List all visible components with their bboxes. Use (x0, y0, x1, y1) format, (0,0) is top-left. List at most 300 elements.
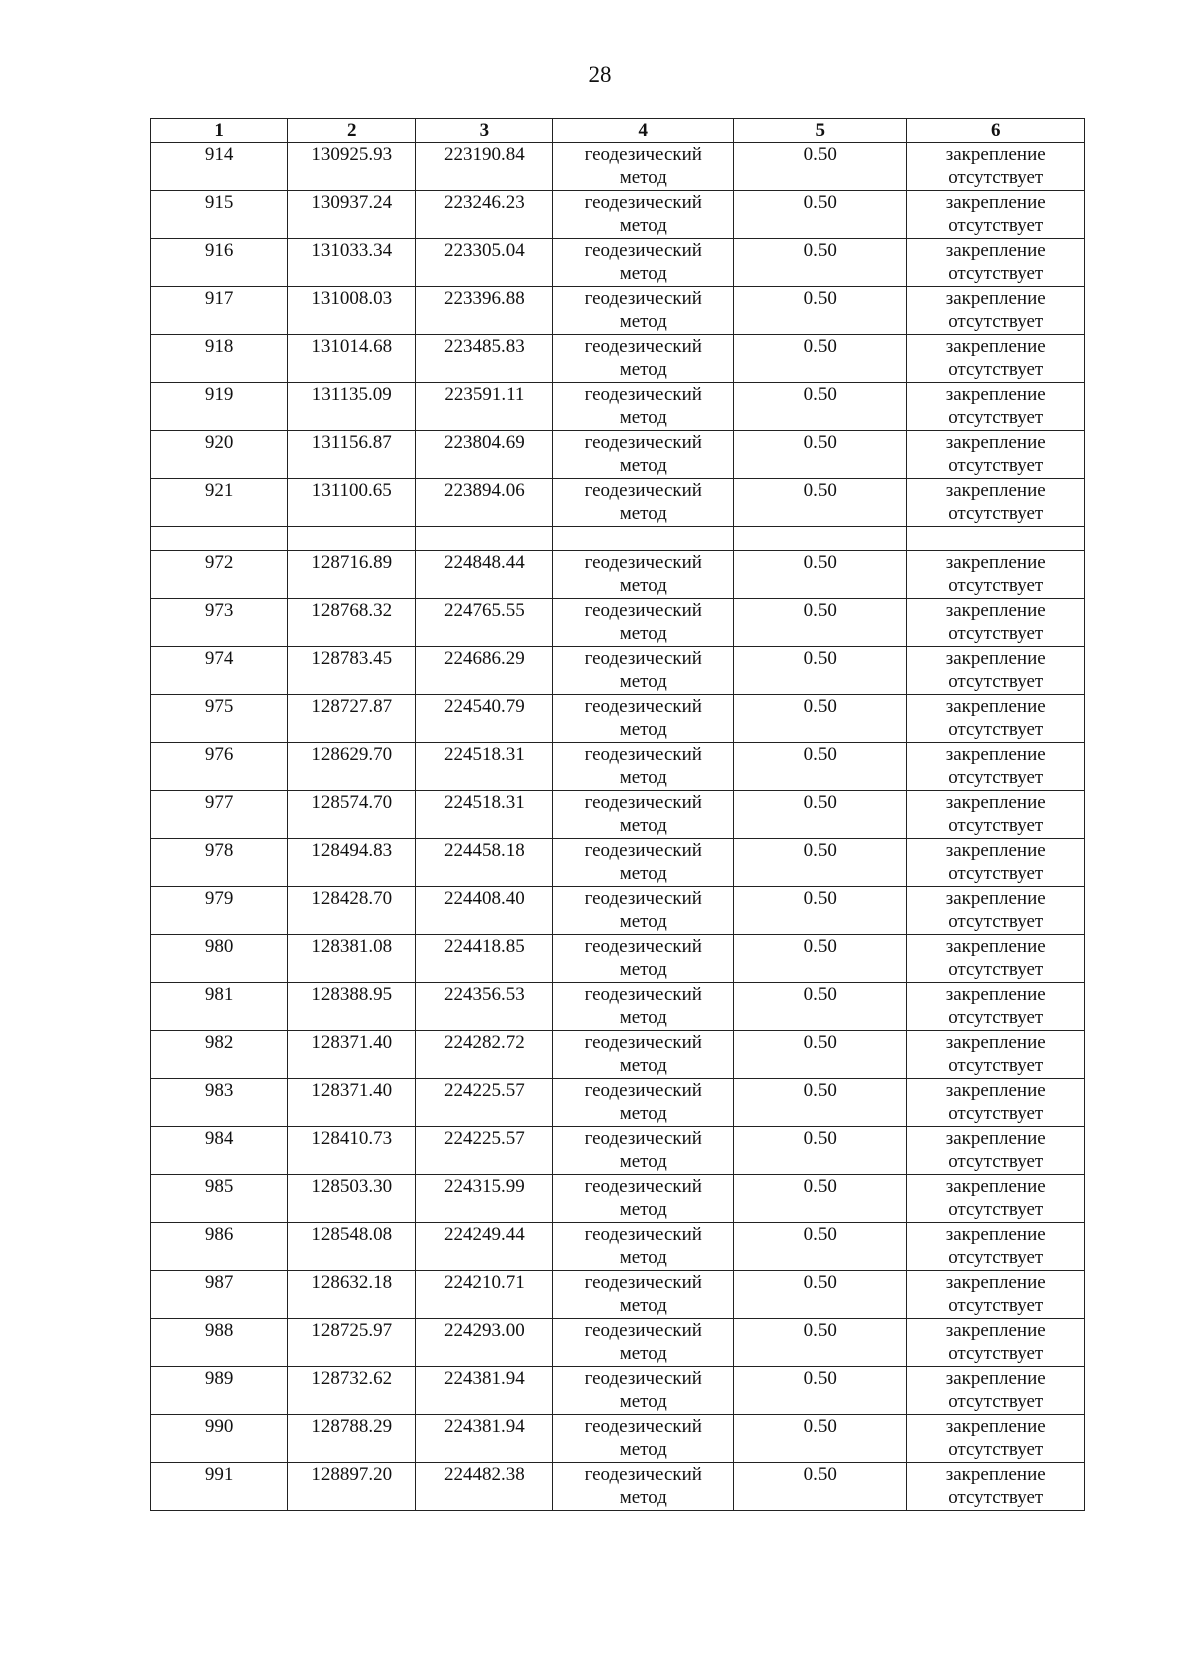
coord-y-text: 223396.88 (443, 288, 525, 309)
method-cell (553, 143, 734, 191)
coord-x-cell (288, 287, 416, 335)
point-number-text: 973 (204, 600, 234, 621)
coord-x-cell (288, 1031, 416, 1079)
coord-y-text: 223246.23 (443, 192, 525, 213)
coord-x-cell (288, 431, 416, 479)
fixing-text: закрепление (945, 1176, 1046, 1197)
fixing-cell (907, 647, 1085, 695)
coord-x-text: 128410.73 (311, 1128, 393, 1149)
method-text: метод (619, 575, 667, 596)
coord-y-text: 224381.94 (443, 1416, 525, 1437)
fixing-text: закрепление (945, 888, 1046, 909)
accuracy-cell (734, 743, 907, 791)
coord-y-text: 224686.29 (443, 648, 525, 669)
fixing-cell (907, 1463, 1085, 1511)
method-text: метод (619, 719, 667, 740)
table-row (151, 743, 1085, 791)
accuracy-text: 0.50 (803, 936, 837, 957)
fixing-text: закрепление (945, 384, 1046, 405)
coord-y-cell (416, 743, 553, 791)
accuracy-text: 0.50 (803, 144, 837, 165)
point-number-cell (151, 1271, 288, 1319)
header-col-3: 3 (416, 119, 553, 143)
method-text: геодезический (584, 600, 702, 621)
point-number-text: 981 (204, 984, 234, 1005)
fixing-text: закрепление (945, 600, 1046, 621)
coord-x-text: 131033.34 (311, 240, 393, 261)
point-number-cell (151, 1127, 288, 1175)
header-col-5: 5 (734, 119, 907, 143)
coord-y-cell (416, 1079, 553, 1127)
coord-x-text: 128381.08 (311, 936, 393, 957)
table-row (151, 383, 1085, 431)
fixing-text: закрепление (945, 288, 1046, 309)
coord-x-text: 131156.87 (311, 432, 392, 453)
table-row (151, 1175, 1085, 1223)
method-text: геодезический (584, 1464, 702, 1485)
method-cell (553, 287, 734, 335)
point-number-text: 976 (204, 744, 234, 765)
coord-y-text: 224418.85 (443, 936, 525, 957)
fixing-cell (907, 1223, 1085, 1271)
coord-x-cell (288, 1463, 416, 1511)
fixing-cell (907, 983, 1085, 1031)
accuracy-cell (734, 335, 907, 383)
coord-x-text: 128783.45 (311, 648, 393, 669)
point-number-text: 986 (204, 1224, 234, 1245)
point-number-text: 991 (204, 1464, 234, 1485)
accuracy-text: 0.50 (803, 1128, 837, 1149)
coord-x-cell (288, 1175, 416, 1223)
accuracy-cell (734, 1175, 907, 1223)
coord-y-text: 224293.00 (443, 1320, 525, 1341)
accuracy-cell (734, 1223, 907, 1271)
coord-y-text: 224458.18 (443, 840, 525, 861)
fixing-text: отсутствует (948, 623, 1044, 644)
fixing-text: закрепление (945, 1224, 1046, 1245)
coord-x-text: 128428.70 (311, 888, 393, 909)
method-cell (553, 647, 734, 695)
coord-y-cell (416, 887, 553, 935)
accuracy-cell (734, 1271, 907, 1319)
accuracy-cell (734, 143, 907, 191)
coord-y-cell (416, 1367, 553, 1415)
method-cell (553, 1271, 734, 1319)
method-text: геодезический (584, 288, 702, 309)
fixing-text: отсутствует (948, 815, 1044, 836)
accuracy-cell (734, 791, 907, 839)
table-row (151, 191, 1085, 239)
coord-x-text: 128788.29 (311, 1416, 393, 1437)
point-number-cell (151, 695, 288, 743)
accuracy-cell (734, 239, 907, 287)
coord-y-cell (416, 383, 553, 431)
fixing-cell (907, 695, 1085, 743)
point-number-cell (151, 287, 288, 335)
accuracy-text: 0.50 (803, 240, 837, 261)
coord-y-cell (416, 1271, 553, 1319)
coord-x-text: 130925.93 (311, 144, 393, 165)
method-text: геодезический (584, 480, 702, 501)
accuracy-cell (734, 1463, 907, 1511)
accuracy-cell (734, 191, 907, 239)
method-cell (553, 983, 734, 1031)
fixing-text: закрепление (945, 1080, 1046, 1101)
coord-y-text: 224282.72 (443, 1032, 525, 1053)
fixing-cell (907, 143, 1085, 191)
accuracy-cell (734, 887, 907, 935)
fixing-text: отсутствует (948, 719, 1044, 740)
fixing-text: закрепление (945, 192, 1046, 213)
accuracy-text: 0.50 (803, 1320, 837, 1341)
table-row (151, 1415, 1085, 1463)
method-text: геодезический (584, 888, 702, 909)
coord-y-cell (416, 695, 553, 743)
empty-cell (151, 527, 288, 551)
accuracy-text: 0.50 (803, 480, 837, 501)
point-number-cell (151, 143, 288, 191)
coord-x-text: 128629.70 (311, 744, 393, 765)
fixing-cell (907, 935, 1085, 983)
coord-y-cell (416, 1415, 553, 1463)
coord-y-text: 224381.94 (443, 1368, 525, 1389)
point-number-text: 984 (204, 1128, 234, 1149)
method-text: метод (619, 1199, 667, 1220)
method-cell (553, 1223, 734, 1271)
accuracy-cell (734, 1367, 907, 1415)
point-number-text: 980 (204, 936, 234, 957)
coord-y-text: 224225.57 (443, 1080, 525, 1101)
fixing-text: отсутствует (948, 575, 1044, 596)
method-text: метод (619, 215, 667, 236)
point-number-cell (151, 431, 288, 479)
method-text: геодезический (584, 648, 702, 669)
coord-x-text: 128548.08 (311, 1224, 393, 1245)
coord-x-text: 128727.87 (311, 696, 393, 717)
point-number-text: 990 (204, 1416, 234, 1437)
coord-x-text: 128732.62 (311, 1368, 393, 1389)
accuracy-cell (734, 695, 907, 743)
table-row (151, 1031, 1085, 1079)
table-body (151, 143, 1085, 1511)
accuracy-cell (734, 431, 907, 479)
coord-y-cell (416, 1175, 553, 1223)
method-text: метод (619, 863, 667, 884)
accuracy-cell (734, 1079, 907, 1127)
accuracy-text: 0.50 (803, 384, 837, 405)
coord-x-cell (288, 1319, 416, 1367)
method-text: метод (619, 1439, 667, 1460)
coord-x-text: 130937.24 (311, 192, 393, 213)
fixing-cell (907, 191, 1085, 239)
point-number-text: 914 (204, 144, 234, 165)
method-text: геодезический (584, 1128, 702, 1149)
coord-y-text: 223485.83 (443, 336, 525, 357)
table-row (151, 695, 1085, 743)
fixing-text: закрепление (945, 1464, 1046, 1485)
coord-y-text: 223591.11 (444, 384, 525, 405)
header-col-1: 1 (151, 119, 288, 143)
coord-x-text: 128503.30 (311, 1176, 393, 1197)
coord-x-cell (288, 983, 416, 1031)
coord-x-text: 128371.40 (311, 1080, 393, 1101)
method-cell (553, 431, 734, 479)
point-number-text: 974 (204, 648, 234, 669)
coord-y-cell (416, 791, 553, 839)
point-number-text: 915 (204, 192, 234, 213)
point-number-cell (151, 743, 288, 791)
accuracy-cell (734, 599, 907, 647)
method-text: метод (619, 1343, 667, 1364)
fixing-cell (907, 551, 1085, 599)
coord-y-text: 223190.84 (443, 144, 525, 165)
point-number-text: 987 (204, 1272, 234, 1293)
accuracy-text: 0.50 (803, 552, 837, 573)
coord-y-cell (416, 1319, 553, 1367)
fixing-text: закрепление (945, 648, 1046, 669)
coord-y-cell (416, 239, 553, 287)
header-row (151, 119, 1085, 143)
fixing-text: отсутствует (948, 215, 1044, 236)
coord-y-cell (416, 335, 553, 383)
method-cell (553, 791, 734, 839)
accuracy-text: 0.50 (803, 1272, 837, 1293)
fixing-cell (907, 335, 1085, 383)
fixing-cell (907, 599, 1085, 647)
header-col-2: 2 (288, 119, 416, 143)
fixing-cell (907, 1031, 1085, 1079)
accuracy-cell (734, 551, 907, 599)
coord-x-text: 131100.65 (311, 480, 392, 501)
fixing-text: отсутствует (948, 767, 1044, 788)
coord-y-cell (416, 1463, 553, 1511)
fixing-text: закрепление (945, 744, 1046, 765)
method-cell (553, 335, 734, 383)
method-cell (553, 1079, 734, 1127)
fixing-cell (907, 791, 1085, 839)
point-number-cell (151, 839, 288, 887)
fixing-cell (907, 383, 1085, 431)
coord-x-text: 131008.03 (311, 288, 393, 309)
accuracy-text: 0.50 (803, 792, 837, 813)
table-row (151, 791, 1085, 839)
method-text: метод (619, 1247, 667, 1268)
fixing-text: закрепление (945, 840, 1046, 861)
coord-y-cell (416, 143, 553, 191)
point-number-cell (151, 191, 288, 239)
point-number-cell (151, 383, 288, 431)
coord-y-cell (416, 551, 553, 599)
table-row (151, 1271, 1085, 1319)
coord-y-cell (416, 983, 553, 1031)
point-number-cell (151, 647, 288, 695)
accuracy-text: 0.50 (803, 1368, 837, 1389)
accuracy-cell (734, 479, 907, 527)
method-cell (553, 191, 734, 239)
method-text: метод (619, 167, 667, 188)
fixing-cell (907, 431, 1085, 479)
method-text: метод (619, 455, 667, 476)
coord-x-text: 128897.20 (311, 1464, 393, 1485)
method-text: геодезический (584, 840, 702, 861)
point-number-text: 920 (204, 432, 234, 453)
accuracy-text: 0.50 (803, 192, 837, 213)
method-cell (553, 383, 734, 431)
coord-x-text: 128725.97 (311, 1320, 393, 1341)
point-number-cell (151, 335, 288, 383)
fixing-cell (907, 1271, 1085, 1319)
fixing-text: закрепление (945, 240, 1046, 261)
fixing-text: отсутствует (948, 407, 1044, 428)
fixing-text: отсутствует (948, 263, 1044, 284)
method-text: геодезический (584, 1032, 702, 1053)
coord-y-cell (416, 479, 553, 527)
point-number-cell (151, 1031, 288, 1079)
method-text: геодезический (584, 984, 702, 1005)
coord-x-cell (288, 839, 416, 887)
accuracy-cell (734, 1415, 907, 1463)
method-text: метод (619, 623, 667, 644)
fixing-text: отсутствует (948, 1247, 1044, 1268)
fixing-text: отсутствует (948, 1103, 1044, 1124)
accuracy-cell (734, 647, 907, 695)
fixing-text: закрепление (945, 792, 1046, 813)
method-text: геодезический (584, 696, 702, 717)
coordinates-table (150, 118, 1085, 1511)
coord-y-cell (416, 191, 553, 239)
method-cell (553, 239, 734, 287)
method-cell (553, 1319, 734, 1367)
point-number-cell (151, 887, 288, 935)
point-number-cell (151, 791, 288, 839)
method-text: метод (619, 959, 667, 980)
point-number-text: 988 (204, 1320, 234, 1341)
coord-y-text: 223894.06 (443, 480, 525, 501)
fixing-cell (907, 239, 1085, 287)
page-number: 28 (588, 62, 612, 87)
coord-x-cell (288, 935, 416, 983)
coord-x-cell (288, 383, 416, 431)
coord-x-cell (288, 1127, 416, 1175)
accuracy-text: 0.50 (803, 432, 837, 453)
point-number-text: 916 (204, 240, 234, 261)
fixing-text: отсутствует (948, 1391, 1044, 1412)
fixing-text: отсутствует (948, 1055, 1044, 1076)
coord-x-text: 128768.32 (311, 600, 393, 621)
method-text: метод (619, 1151, 667, 1172)
fixing-text: закрепление (945, 1272, 1046, 1293)
method-cell (553, 551, 734, 599)
fixing-text: отсутствует (948, 167, 1044, 188)
fixing-text: отсутствует (948, 455, 1044, 476)
accuracy-text: 0.50 (803, 696, 837, 717)
method-cell (553, 1463, 734, 1511)
point-number-text: 978 (204, 840, 234, 861)
coord-x-cell (288, 1367, 416, 1415)
empty-cell (907, 527, 1085, 551)
coord-y-cell (416, 599, 553, 647)
coord-x-cell (288, 791, 416, 839)
coord-x-cell (288, 695, 416, 743)
fixing-text: отсутствует (948, 503, 1044, 524)
method-cell (553, 1415, 734, 1463)
method-text: геодезический (584, 936, 702, 957)
fixing-text: закрепление (945, 936, 1046, 957)
fixing-text: закрепление (945, 1032, 1046, 1053)
point-number-text: 989 (204, 1368, 234, 1389)
table-row (151, 479, 1085, 527)
coord-y-text: 223305.04 (443, 240, 525, 261)
method-text: метод (619, 1055, 667, 1076)
coord-y-text: 224408.40 (443, 888, 525, 909)
fixing-cell (907, 287, 1085, 335)
table-row (151, 839, 1085, 887)
method-text: геодезический (584, 552, 702, 573)
fixing-cell (907, 1079, 1085, 1127)
method-text: геодезический (584, 1272, 702, 1293)
accuracy-text: 0.50 (803, 648, 837, 669)
coord-x-cell (288, 1079, 416, 1127)
accuracy-text: 0.50 (803, 1416, 837, 1437)
coord-x-text: 128716.89 (311, 552, 393, 573)
point-number-text: 985 (204, 1176, 234, 1197)
method-cell (553, 1175, 734, 1223)
table-row (151, 287, 1085, 335)
point-number-text: 977 (204, 792, 234, 813)
fixing-text: закрепление (945, 1128, 1046, 1149)
coord-y-text: 224848.44 (443, 552, 525, 573)
fixing-text: отсутствует (948, 1007, 1044, 1028)
table-row (151, 143, 1085, 191)
coord-y-text: 224249.44 (443, 1224, 525, 1245)
method-cell (553, 1127, 734, 1175)
coord-y-text: 224315.99 (443, 1176, 525, 1197)
coord-x-cell (288, 743, 416, 791)
accuracy-cell (734, 1031, 907, 1079)
method-text: геодезический (584, 1320, 702, 1341)
point-number-text: 983 (204, 1080, 234, 1101)
coord-x-cell (288, 335, 416, 383)
coord-x-cell (288, 479, 416, 527)
accuracy-cell (734, 983, 907, 1031)
fixing-text: отсутствует (948, 1199, 1044, 1220)
method-text: геодезический (584, 144, 702, 165)
method-text: геодезический (584, 240, 702, 261)
accuracy-text: 0.50 (803, 984, 837, 1005)
fixing-cell (907, 1319, 1085, 1367)
coord-x-cell (288, 1223, 416, 1271)
table-row (151, 983, 1085, 1031)
accuracy-cell (734, 1127, 907, 1175)
method-text: геодезический (584, 1368, 702, 1389)
method-cell (553, 1367, 734, 1415)
coord-y-text: 223804.69 (443, 432, 525, 453)
fixing-text: закрепление (945, 336, 1046, 357)
fixing-text: закрепление (945, 480, 1046, 501)
coord-x-cell (288, 1271, 416, 1319)
fixing-text: закрепление (945, 696, 1046, 717)
accuracy-cell (734, 383, 907, 431)
coord-x-text: 128494.83 (311, 840, 393, 861)
method-text: метод (619, 767, 667, 788)
table-row (151, 239, 1085, 287)
fixing-text: отсутствует (948, 959, 1044, 980)
coord-x-text: 131135.09 (311, 384, 392, 405)
method-text: метод (619, 1007, 667, 1028)
method-text: метод (619, 911, 667, 932)
method-text: геодезический (584, 1224, 702, 1245)
fixing-text: закрепление (945, 432, 1046, 453)
